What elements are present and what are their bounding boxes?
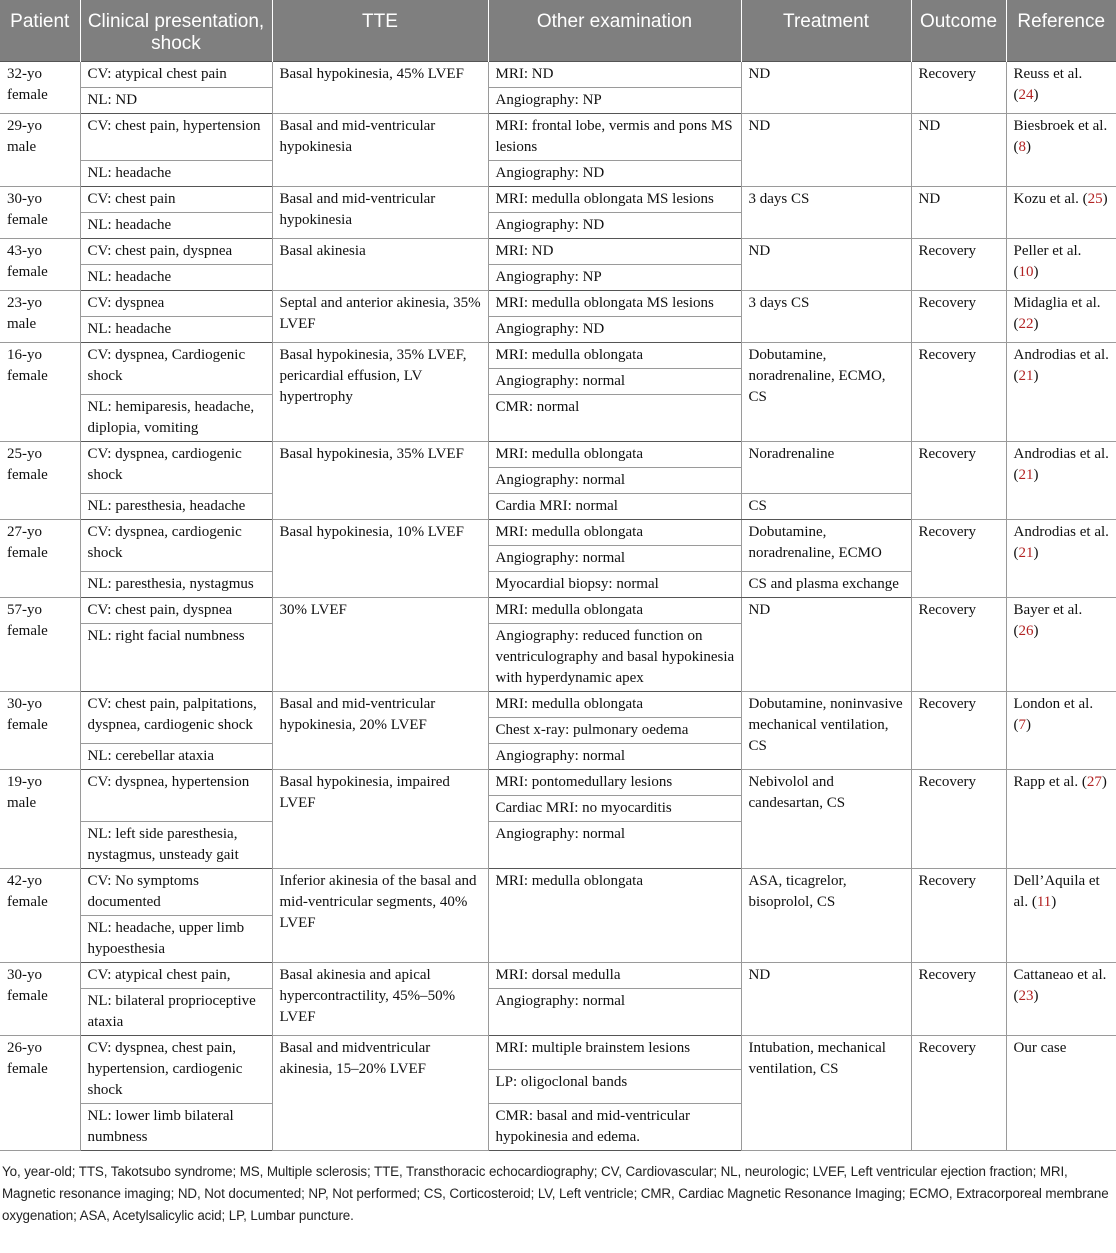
reference-close: ): [1051, 894, 1057, 910]
citation-link[interactable]: 21: [1018, 545, 1034, 561]
treatment-cell: CS: [741, 494, 911, 520]
other-exam-cell: Angiography: normal: [488, 744, 741, 770]
patient-cell: 42-yo female: [0, 869, 80, 963]
patient-cell: 27-yo female: [0, 520, 80, 598]
nl-presentation-cell: NL: lower limb bilateral numbness: [80, 1104, 272, 1151]
tte-cell: Basal hypokinesia, 35% LVEF, pericardial effusion, LV hypertrophy: [272, 343, 488, 442]
other-exam-cell: MRI: frontal lobe, vermis and pons MS lesions: [488, 114, 741, 161]
reference-close: ): [1033, 264, 1039, 280]
reference-text: Peller et al. (: [1013, 243, 1082, 280]
treatment-cell: ND: [741, 62, 911, 114]
cv-presentation-cell: CV: chest pain, palpitations, dyspnea, cardiogenic shock: [80, 692, 272, 744]
reference-text: Midaglia et al. (: [1013, 295, 1101, 332]
cv-presentation-cell: CV: chest pain, dyspnea: [80, 239, 272, 265]
nl-presentation-cell: NL: paresthesia, nystagmus: [80, 572, 272, 598]
citation-link[interactable]: 27: [1086, 774, 1102, 790]
other-exam-cell: Myocardial biopsy: normal: [488, 572, 741, 598]
patient-cell: 16-yo female: [0, 343, 80, 442]
table-row: [0, 187, 1116, 213]
other-exam-cell: MRI: medulla oblongata: [488, 598, 741, 624]
table-row: [0, 239, 1116, 265]
reference-close: ): [1033, 623, 1039, 639]
tte-cell: Basal and midventricular akinesia, 15–20% LVEF: [272, 1036, 488, 1151]
reference-text: Kozu et al. (: [1013, 191, 1088, 207]
reference-cell: [1006, 343, 1116, 442]
patient-cell: 30-yo female: [0, 692, 80, 770]
cv-presentation-cell: CV: chest pain: [80, 187, 272, 213]
nl-presentation-cell: NL: headache: [80, 265, 272, 291]
table-body: [0, 62, 1116, 1151]
header-row: [0, 0, 1116, 62]
nl-presentation-cell: NL: headache, upper limb hypoesthesia: [80, 916, 272, 963]
nl-presentation-cell: NL: headache: [80, 213, 272, 239]
citation-link[interactable]: 26: [1018, 623, 1034, 639]
reference-text: Biesbroek et al. (: [1013, 118, 1108, 155]
treatment-cell: 3 days CS: [741, 187, 911, 239]
cv-presentation-cell: CV: chest pain, dyspnea: [80, 598, 272, 624]
cv-presentation-cell: CV: dyspnea, hypertension: [80, 770, 272, 822]
table-row: [0, 598, 1116, 624]
cv-presentation-cell: CV: dyspnea, chest pain, hypertension, cardiogenic shock: [80, 1036, 272, 1104]
other-exam-cell: Angiography: ND: [488, 161, 741, 187]
table-row: [0, 770, 1116, 796]
other-exam-cell: Angiography: normal: [488, 546, 741, 572]
other-exam-cell: Angiography: ND: [488, 317, 741, 343]
outcome-cell: ND: [911, 187, 1006, 239]
table-row: [0, 114, 1116, 161]
reference-cell: [1006, 62, 1116, 114]
other-exam-cell: Cardia MRI: normal: [488, 494, 741, 520]
cv-presentation-cell: CV: dyspnea, cardiogenic shock: [80, 442, 272, 494]
reference-close: ): [1033, 988, 1039, 1004]
other-exam-cell: Cardiac MRI: no myocarditis: [488, 796, 741, 822]
treatment-cell: CS and plasma exchange: [741, 572, 911, 598]
other-exam-cell: LP: oligoclonal bands: [488, 1070, 741, 1104]
other-exam-cell: MRI: multiple brainstem lesions: [488, 1036, 741, 1070]
header-clinical-presentation: Clinical presentation, shock: [80, 0, 272, 62]
other-exam-cell: MRI: ND: [488, 239, 741, 265]
other-exam-cell: Angiography: normal: [488, 369, 741, 395]
reference-text: Cattaneao et al. (: [1013, 967, 1107, 1004]
treatment-cell: Dobutamine, noradrenaline, ECMO: [741, 520, 911, 572]
outcome-cell: Recovery: [911, 520, 1006, 598]
nl-presentation-cell: NL: paresthesia, headache: [80, 494, 272, 520]
header-patient: Patient: [0, 0, 80, 62]
reference-cell: [1006, 520, 1116, 598]
other-exam-cell: MRI: medulla oblongata: [488, 343, 741, 369]
other-exam-cell: MRI: pontomedullary lesions: [488, 770, 741, 796]
nl-presentation-cell: NL: bilateral proprioceptive ataxia: [80, 989, 272, 1036]
patient-cell: 23-yo male: [0, 291, 80, 343]
outcome-cell: Recovery: [911, 692, 1006, 770]
treatment-cell: Dobutamine, noninvasive mechanical ventilation, CS: [741, 692, 911, 770]
reference-cell: [1006, 291, 1116, 343]
reference-text: Our case: [1013, 1040, 1067, 1056]
patient-cell: 29-yo male: [0, 114, 80, 187]
reference-close: ): [1033, 467, 1039, 483]
patient-cell: 25-yo female: [0, 442, 80, 520]
citation-link[interactable]: 22: [1018, 316, 1034, 332]
patient-cell: 19-yo male: [0, 770, 80, 869]
treatment-cell: ND: [741, 963, 911, 1036]
reference-cell: [1006, 963, 1116, 1036]
reference-text: Androdias et al. (: [1013, 347, 1109, 384]
other-exam-cell: Angiography: normal: [488, 989, 741, 1036]
other-exam-cell: MRI: medulla oblongata: [488, 869, 741, 963]
treatment-cell: ND: [741, 239, 911, 291]
patient-cell: 30-yo female: [0, 187, 80, 239]
cv-presentation-cell: CV: chest pain, hypertension: [80, 114, 272, 161]
outcome-cell: Recovery: [911, 343, 1006, 442]
table-row: [0, 1036, 1116, 1070]
other-exam-cell: MRI: dorsal medulla: [488, 963, 741, 989]
table-row: [0, 520, 1116, 546]
treatment-cell: Nebivolol and candesartan, CS: [741, 770, 911, 869]
patient-cell: 43-yo female: [0, 239, 80, 291]
treatment-cell: Intubation, mechanical ventilation, CS: [741, 1036, 911, 1151]
citation-link[interactable]: 25: [1087, 191, 1103, 207]
treatment-cell: ASA, ticagrelor, bisoprolol, CS: [741, 869, 911, 963]
tte-cell: Basal and mid-ventricular hypokinesia: [272, 187, 488, 239]
citation-link[interactable]: 23: [1018, 988, 1034, 1004]
tte-cell: 30% LVEF: [272, 598, 488, 692]
citation-link[interactable]: 10: [1018, 264, 1034, 280]
outcome-cell: Recovery: [911, 291, 1006, 343]
reference-cell: [1006, 692, 1116, 770]
tte-cell: Basal hypokinesia, 10% LVEF: [272, 520, 488, 598]
citation-link[interactable]: 21: [1018, 467, 1034, 483]
nl-presentation-cell: NL: ND: [80, 88, 272, 114]
other-exam-cell: CMR: basal and mid-ventricular hypokinesia and edema.: [488, 1104, 741, 1151]
outcome-cell: Recovery: [911, 598, 1006, 692]
citation-link[interactable]: 8: [1018, 139, 1026, 155]
reference-text: Reuss et al. (: [1013, 66, 1083, 103]
other-exam-cell: Angiography: normal: [488, 822, 741, 869]
outcome-cell: Recovery: [911, 239, 1006, 291]
table-row: [0, 963, 1116, 989]
reference-cell: [1006, 442, 1116, 520]
reference-cell: [1006, 239, 1116, 291]
other-exam-cell: MRI: ND: [488, 62, 741, 88]
citation-link[interactable]: 7: [1018, 717, 1026, 733]
outcome-cell: Recovery: [911, 963, 1006, 1036]
treatment-cell: ND: [741, 598, 911, 692]
citation-link[interactable]: 21: [1018, 368, 1034, 384]
reference-cell: [1006, 869, 1116, 963]
reference-close: ): [1026, 717, 1031, 733]
header-treatment: Treatment: [741, 0, 911, 62]
header-reference: Reference: [1006, 0, 1116, 62]
reference-cell: [1006, 187, 1116, 239]
table-row: [0, 442, 1116, 468]
reference-close: ): [1033, 545, 1039, 561]
other-exam-cell: Angiography: NP: [488, 265, 741, 291]
outcome-cell: Recovery: [911, 770, 1006, 869]
tte-cell: Basal akinesia and apical hypercontractility, 45%–50% LVEF: [272, 963, 488, 1036]
reference-cell: [1006, 770, 1116, 869]
nl-presentation-cell: NL: hemiparesis, headache, diplopia, vomiting: [80, 395, 272, 442]
patient-cell: 30-yo female: [0, 963, 80, 1036]
reference-text: Rapp et al. (: [1013, 774, 1087, 790]
header-other-examination: Other examination: [488, 0, 741, 62]
patient-cell: 32-yo female: [0, 62, 80, 114]
other-exam-cell: Angiography: ND: [488, 213, 741, 239]
nl-presentation-cell: NL: left side paresthesia, nystagmus, unsteady gait: [80, 822, 272, 869]
table-row: [0, 291, 1116, 317]
nl-presentation-cell: NL: headache: [80, 317, 272, 343]
other-exam-cell: MRI: medulla oblongata MS lesions: [488, 291, 741, 317]
reference-text: Androdias et al. (: [1013, 524, 1109, 561]
reference-close: ): [1102, 191, 1108, 207]
cv-presentation-cell: CV: atypical chest pain,: [80, 963, 272, 989]
other-exam-cell: Angiography: normal: [488, 468, 741, 494]
other-exam-cell: MRI: medulla oblongata MS lesions: [488, 187, 741, 213]
other-exam-cell: Angiography: NP: [488, 88, 741, 114]
tte-cell: Basal and mid-ventricular hypokinesia: [272, 114, 488, 187]
reference-close: ): [1033, 87, 1039, 103]
cv-presentation-cell: CV: dyspnea, Cardiogenic shock: [80, 343, 272, 395]
outcome-cell: Recovery: [911, 869, 1006, 963]
tte-cell: Basal hypokinesia, 35% LVEF: [272, 442, 488, 520]
citation-link[interactable]: 24: [1018, 87, 1034, 103]
other-exam-cell: MRI: medulla oblongata: [488, 692, 741, 718]
header-outcome: Outcome: [911, 0, 1006, 62]
reference-close: ): [1026, 139, 1031, 155]
cv-presentation-cell: CV: dyspnea, cardiogenic shock: [80, 520, 272, 572]
reference-cell: [1006, 598, 1116, 692]
treatment-cell: 3 days CS: [741, 291, 911, 343]
outcome-cell: Recovery: [911, 1036, 1006, 1151]
other-exam-cell: Angiography: reduced function on ventriculography and basal hypokinesia with hyperdynamic apex: [488, 624, 741, 692]
outcome-cell: Recovery: [911, 62, 1006, 114]
table-footnote: Yo, year-old; TTS, Takotsubo syndrome; MS, Multiple sclerosis; TTE, Transthoracic echocardiography; CV, Cardiovascular; NL, neurologic; LVEF, Left ventricular ejection fraction; MRI, Magnetic resonance imaging; ND, Not documented; NP, Not performed; CS, Corticosteroid; LV, Left ventricle; CMR, Cardiac Magnetic Resonance Imaging; ECMO, Extracorporeal membrane oxygenation; ASA, Acetylsalicylic acid; LP, Lumbar puncture.: [2, 1164, 1109, 1223]
table-row: [0, 692, 1116, 718]
other-exam-cell: MRI: medulla oblongata: [488, 520, 741, 546]
reference-text: Androdias et al. (: [1013, 446, 1109, 483]
reference-close: ): [1033, 316, 1039, 332]
treatment-cell: Dobutamine, noradrenaline, ECMO, CS: [741, 343, 911, 442]
reference-text: Dell’Aquila et al. (: [1013, 873, 1100, 910]
outcome-cell: ND: [911, 114, 1006, 187]
tte-cell: Basal akinesia: [272, 239, 488, 291]
reference-close: ): [1101, 774, 1107, 790]
table-row: [0, 869, 1116, 916]
tte-cell: Basal and mid-ventricular hypokinesia, 20% LVEF: [272, 692, 488, 770]
patient-cell: 57-yo female: [0, 598, 80, 692]
reference-cell: [1006, 1036, 1116, 1151]
citation-link[interactable]: 11: [1036, 894, 1052, 910]
reference-text: London et al. (: [1013, 696, 1094, 733]
other-exam-cell: MRI: medulla oblongata: [488, 442, 741, 468]
nl-presentation-cell: NL: right facial numbness: [80, 624, 272, 692]
other-exam-cell: CMR: normal: [488, 395, 741, 442]
tte-cell: Basal hypokinesia, 45% LVEF: [272, 62, 488, 114]
tte-cell: Inferior akinesia of the basal and mid-ventricular segments, 40% LVEF: [272, 869, 488, 963]
treatment-cell: Noradrenaline: [741, 442, 911, 494]
other-exam-cell: Chest x-ray: pulmonary oedema: [488, 718, 741, 744]
header-tte: TTE: [272, 0, 488, 62]
table-row: [0, 343, 1116, 369]
reference-close: ): [1033, 368, 1039, 384]
cv-presentation-cell: CV: dyspnea: [80, 291, 272, 317]
nl-presentation-cell: NL: cerebellar ataxia: [80, 744, 272, 770]
tte-cell: Basal hypokinesia, impaired LVEF: [272, 770, 488, 869]
treatment-cell: ND: [741, 114, 911, 187]
nl-presentation-cell: NL: headache: [80, 161, 272, 187]
cv-presentation-cell: CV: No symptoms documented: [80, 869, 272, 916]
table-row: [0, 62, 1116, 88]
tte-cell: Septal and anterior akinesia, 35% LVEF: [272, 291, 488, 343]
reference-cell: [1006, 114, 1116, 187]
cv-presentation-cell: CV: atypical chest pain: [80, 62, 272, 88]
outcome-cell: Recovery: [911, 442, 1006, 520]
reference-text: Bayer et al. (: [1013, 602, 1083, 639]
patient-cell: 26-yo female: [0, 1036, 80, 1151]
